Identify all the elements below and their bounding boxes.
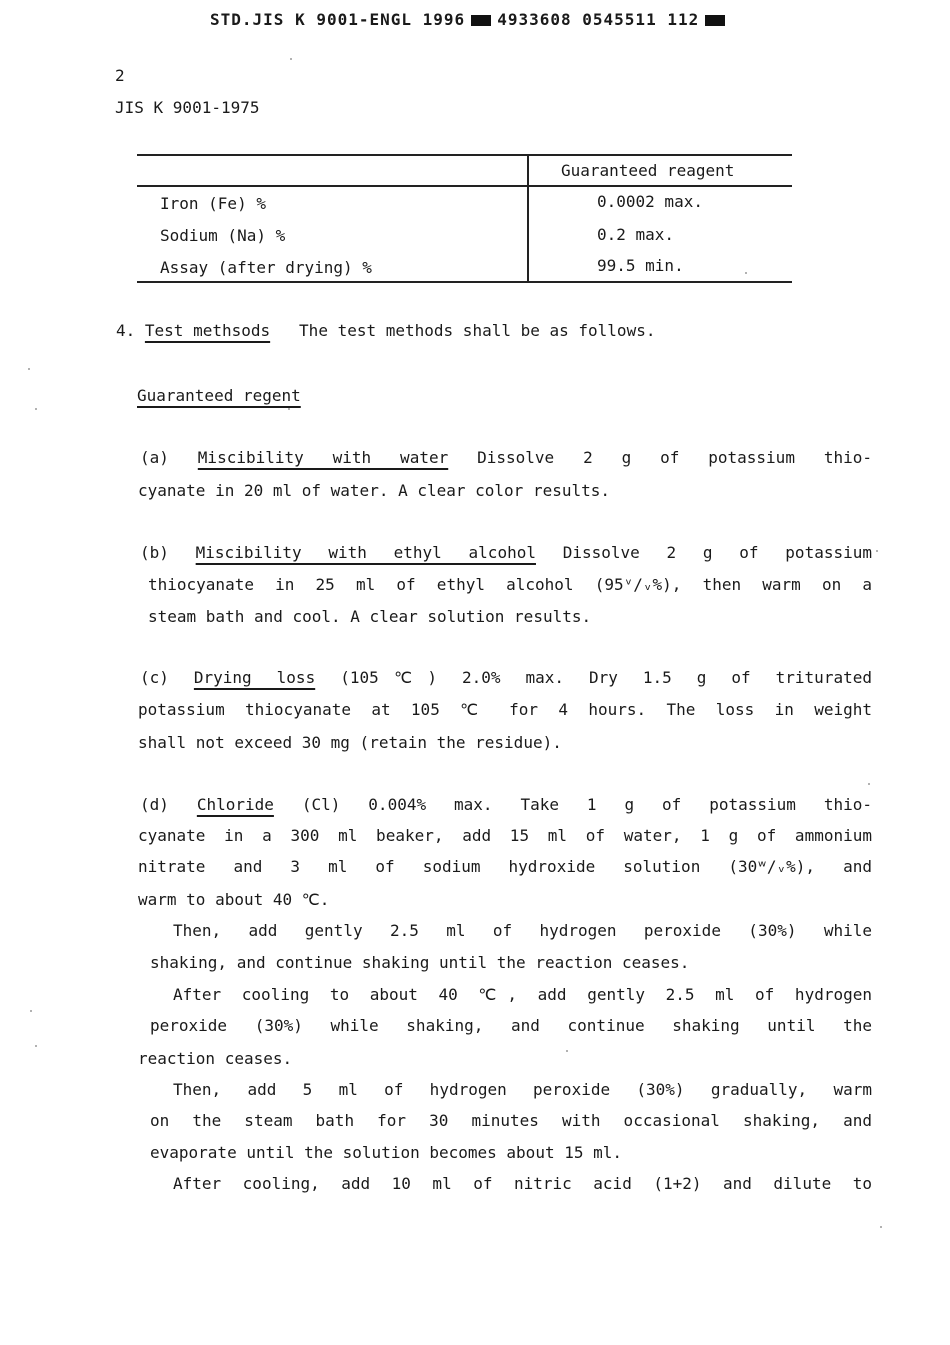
table-cell-item: Iron (Fe) % [160,194,266,213]
page-number: 2 [115,66,125,85]
item-d-para-2-line-2: shaking, and continue shaking until the reaction ceases. [150,953,690,972]
item-d-para-4-line-2: on the steam bath for 30 minutes with occasional shaking, and [150,1111,872,1130]
section-number: 4. [116,321,136,340]
table-cell-value: 99.5 min. [597,256,684,275]
item-title: Miscibility with water [197,448,449,467]
table-column-divider [527,154,529,283]
item-d-line-2: cyanate in a 300 ml beaker, add 15 ml of water, 1 g of ammonium [138,826,872,845]
table-column-header: Guaranteed reagent [561,161,735,180]
table-top-rule [137,154,792,156]
scan-speck [35,1045,37,1047]
item-label: (b) [140,543,169,562]
item-label: (a) [140,448,169,467]
header-doc-id: STD.JIS K 9001-ENGL 1996 [210,10,466,29]
item-a-line-2: cyanate in 20 ml of water. A clear color results. [138,481,611,500]
table-cell-value: 0.0002 max. [597,192,703,211]
table-bottom-rule [137,281,792,283]
table-cell-item: Assay (after drying) % [160,258,372,277]
scan-speck [35,408,37,410]
scan-speck [880,1226,882,1228]
scan-speck [566,1050,568,1052]
item-d-para-3-line-2: peroxide (30%) while shaking, and continue shaking until the [150,1016,872,1035]
table-header-rule [137,185,792,187]
document-header [210,10,731,29]
item-d-para-4-line-3: evaporate until the solution becomes about 15 ml. [150,1143,623,1162]
header-code-2: 0545511 [582,10,657,29]
item-c-line-2: potassium thiocyanate at 105 ℃ for 4 hours. The loss in weight [138,700,872,719]
header-code-1: 4933608 [497,10,572,29]
item-title: Drying loss [193,668,316,687]
item-b-line-3: steam bath and cool. A clear solution results. [148,607,592,626]
item-a-line-1 [140,448,872,467]
scan-speck [876,550,878,552]
section-title: Test methsods [144,321,271,340]
scan-speck [28,368,30,370]
item-d-para-5-line-1: After cooling, add 10 ml of nitric acid (1+2) and dilute to [173,1174,872,1193]
scan-speck [868,783,870,785]
item-d-line-3: nitrate and 3 ml of sodium hydroxide solution (30ʷ/ᵥ%), and [138,857,872,876]
item-d-line-4: warm to about 40 ℃. [138,890,330,909]
item-text: Dissolve 2 g of potassium [562,543,872,562]
item-label: (d) [140,795,169,814]
item-text: (105℃) 2.0% max. Dry 1.5 g of triturated [340,668,872,687]
scan-speck [30,1010,32,1012]
scan-speck [745,272,747,274]
item-b-line-1 [140,543,872,562]
standard-id: JIS K 9001-1975 [115,98,260,117]
subheading-guaranteed-regent: Guaranteed regent [137,386,301,405]
scan-speck [290,58,292,60]
item-d-para-3-line-1: After cooling to about 40 ℃, add gently 2.5 ml of hydrogen [173,985,872,1004]
item-b-line-2: thiocyanate in 25 ml of ethyl alcohol (95ᵛ/ᵥ%), then warm on a [148,575,872,594]
item-title: Chloride [196,795,274,814]
table-cell-item: Sodium (Na) % [160,226,286,245]
header-black-block-1 [471,15,491,26]
item-text: Dissolve 2 g of potassium thio- [477,448,873,467]
item-label: (c) [140,668,169,687]
scan-speck [288,408,290,410]
item-d-para-3-line-3: reaction ceases. [138,1049,293,1068]
item-d-line-1 [140,795,872,814]
item-c-line-1 [140,668,872,687]
item-c-line-3: shall not exceed 30 mg (retain the residue). [138,733,562,752]
section-4-heading [116,321,655,340]
header-black-block-2 [705,15,725,26]
section-text: The test methods shall be as follows. [299,321,656,340]
item-text: (Cl) 0.004% max. Take 1 g of potassium thio- [301,795,873,814]
item-title: Miscibility with ethyl alcohol [195,543,536,562]
table-cell-value: 0.2 max. [597,225,675,244]
item-d-para-4-line-1: Then, add 5 ml of hydrogen peroxide (30%) gradually, warm [173,1080,872,1099]
item-d-para-2-line-1: Then, add gently 2.5 ml of hydrogen peroxide (30%) while [173,921,872,940]
header-code-3: 112 [667,10,700,29]
